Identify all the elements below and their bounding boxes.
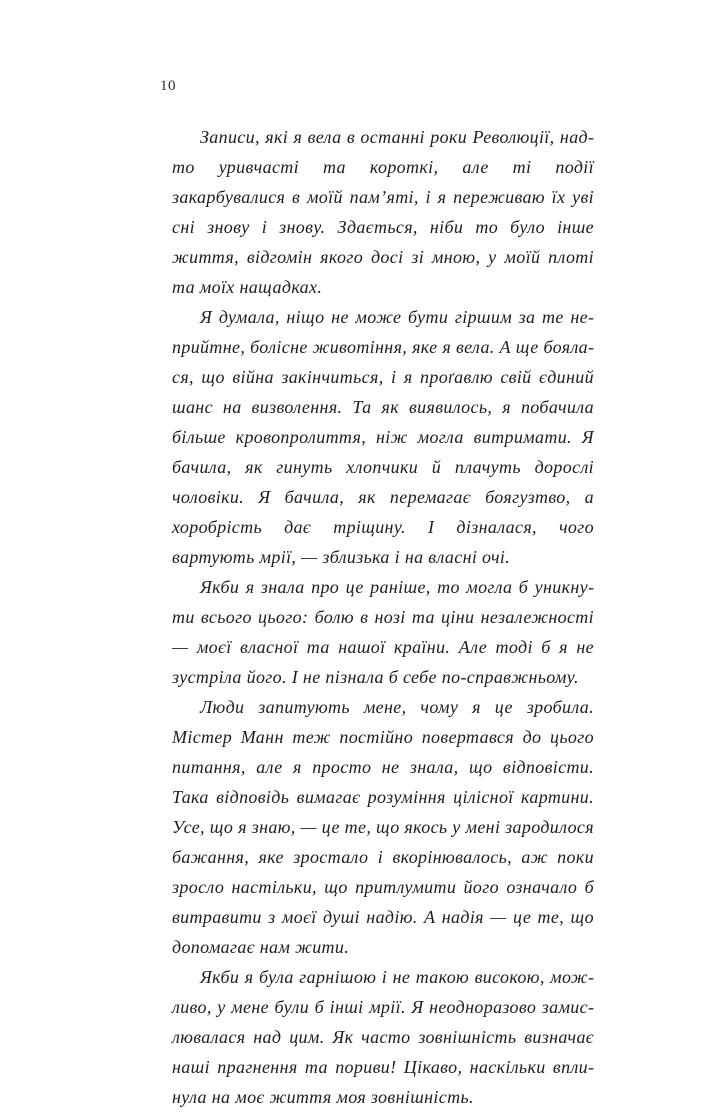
paragraph-4: Люди запитують мене, чому я це зробила. Містер Манн теж постійно повертався до цього питання, але я просто не знала, що відповісти. Така відповідь вимагає розуміння цілісної картини. Усе, що я знаю, — це те, що якось у мені зародилося бажання, яке зростало і вкорінювалось, аж поки зросло настільки, що притлумити його означало б витравити з моєї душі надію. А надія — це те, що допомагає нам жити. (172, 697, 594, 957)
paragraph-2: Я думала, ніщо не може бути гіршим за те неприйтне, болісне животіння, яке я вела. А ще боялaся, що війна закінчиться, і я проґавлю свій єдиний шанс на визволення. Та як виявилось, я побачила більше кровопролиття, ніж могла витримати. Я бачила, як гинуть хлопчики й плачуть дорослі чоловіки. Я бачила, як перемагає боягузтво, а хоробрість дає тріщину. І дізналася, чого вартують мрії, — зблизька і на власні очі. (172, 307, 594, 567)
paragraph-3: Якби я знала про це раніше, то могла б уникнути всього цього: болю в нозі та ціни незалежності — моєї власної та нашої країни. Але тоді б я не зустріла його. І не пізнала б себе по-справжньому. (172, 577, 594, 687)
paragraph-5: Якби я була гарнішою і не такою високою, можливо, у мене були б інші мрії. Я неодноразово замислювалася над цим. Як часто зовнішність визначає наші прагнення та пориви! Цікаво, наскільки вплинула на моє життя моя зовнішність. (172, 967, 594, 1107)
page-number: 10 (160, 78, 176, 94)
body-text (172, 122, 594, 1112)
paragraph-1: Записи, які я вела в останні роки Революції, надто уривчасті та короткі, але ті події закарбувалися в моїй пам’яті, і я переживаю їх уві сні знову і знову. Здається, ніби то було інше життя, відгомін якого досі зі мною, у моїй плоті та моїх нащадках. (172, 127, 594, 297)
